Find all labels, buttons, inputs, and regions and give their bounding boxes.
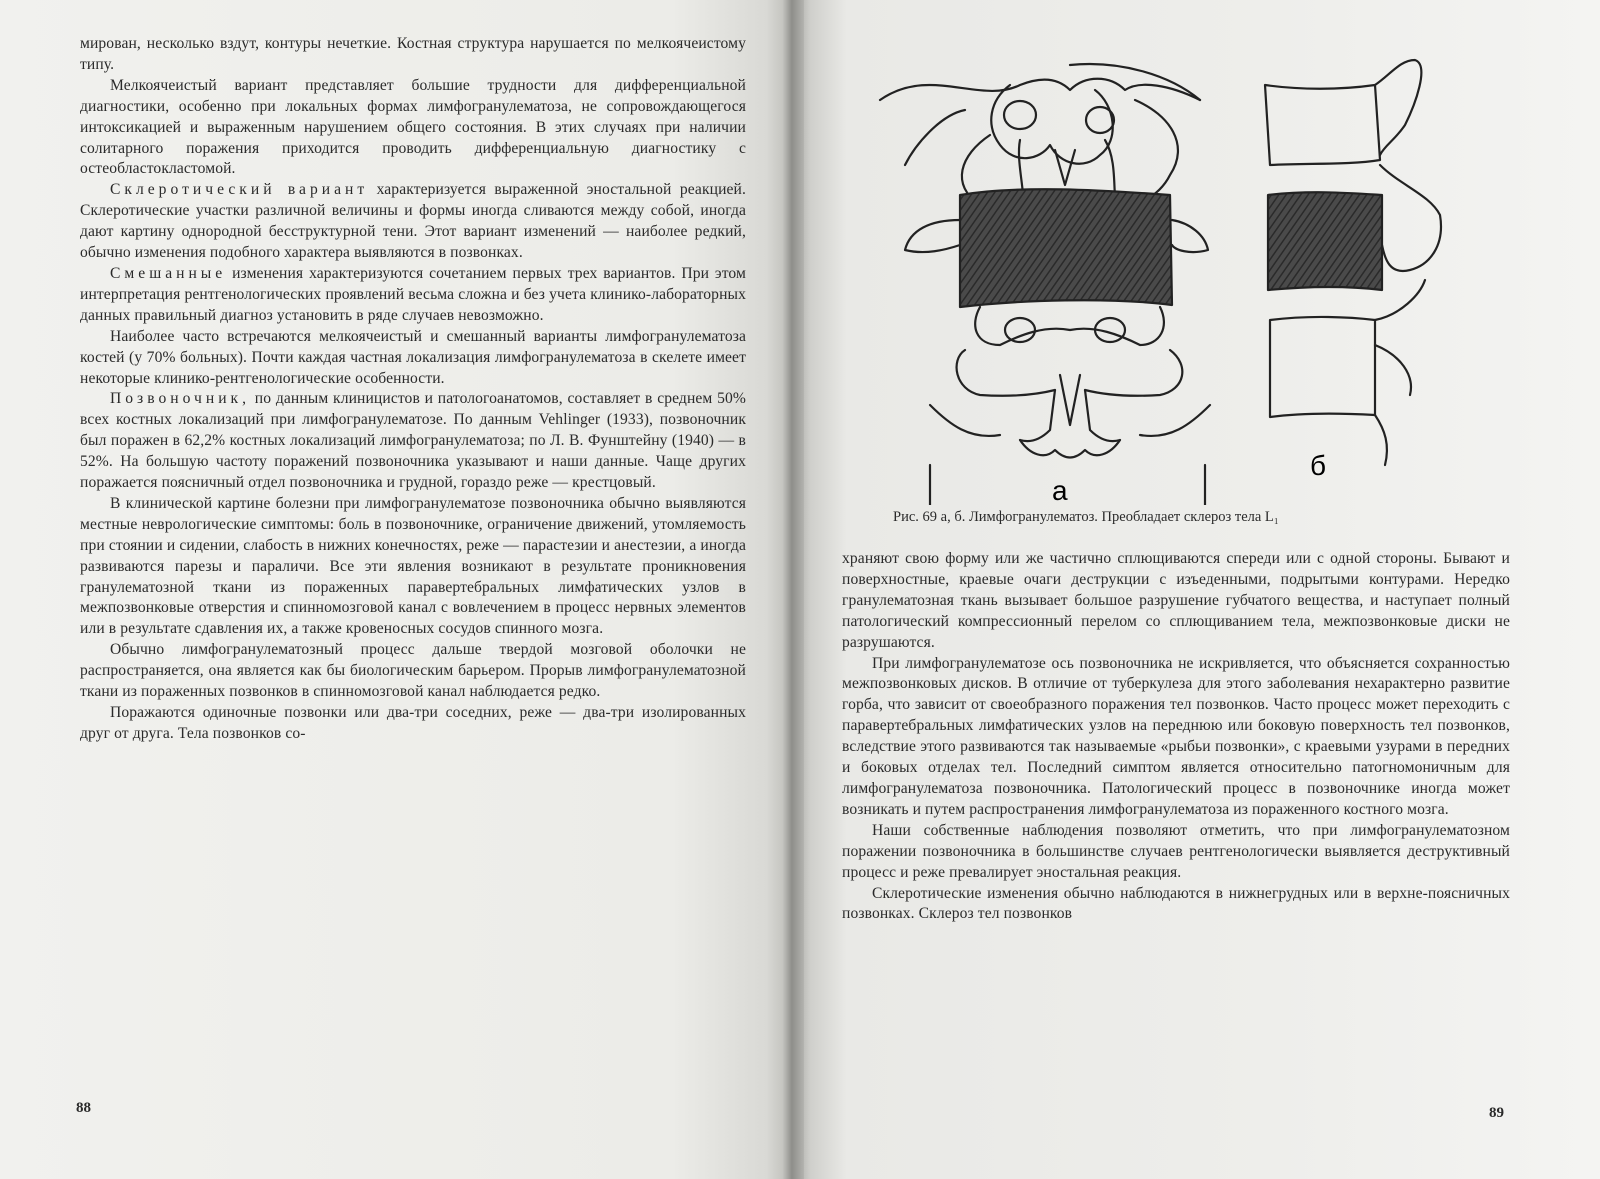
- paragraph-lead: Позвоночник,: [110, 390, 251, 408]
- book-spine: [782, 0, 804, 1179]
- page-number: 88: [76, 1100, 91, 1116]
- paragraph: [842, 549, 1510, 654]
- paragraph: [80, 640, 746, 703]
- figure-label-b: б: [1310, 450, 1327, 481]
- figure-b-drawing: [1265, 60, 1441, 465]
- paragraph: [842, 821, 1510, 884]
- paragraph: [80, 34, 746, 76]
- paragraph-text: храняют свою форму или же частично сплющиваются спереди или с одной стороны. Бывают и поверхностные, краевые очаги деструкции с изъеденными, подрытыми контурами. Нередко гранулематозная ткань вызывает большое разрушение губчатого вещества, и наступает полный патологический компрессионный перелом со сплющиванием тела, межпозвонковые диски не разрушаются.: [842, 550, 1510, 651]
- figure-a-drawing: [880, 64, 1210, 505]
- paragraph: [80, 76, 746, 181]
- paragraph: [80, 264, 746, 327]
- paragraph-lead: Смешанные: [110, 264, 227, 282]
- paragraph: [80, 180, 746, 264]
- left-text-column: [80, 34, 746, 745]
- paragraph-text: В клинической картине болезни при лимфогранулематозе позвоночника обычно выявляются местные неврологические симптомы: боль в позвоночнике, ограничение движений, утомляемость при стоянии и сидении, слабость в нижних конечностях, реже — парастезии и анестезии, а иногда развиваются парезы и параличи. Все эти явления возникают в результате проникновения гранулематозной ткани из пораженных паравертебральных лимфатических узлов в межпозвонковые отверстия и спинномозговой канал с вовлечением в процесс нервных элементов или в результате сдавления их, а также кровеносных сосудов спинного мозга.: [80, 494, 746, 638]
- paragraph-text: Склеротические изменения обычно наблюдаются в нижнегрудных или в верхне-поясничных позвонках. Склероз тел позвонков: [842, 884, 1510, 923]
- paragraph-text: Мелкоячеистый вариант представляет большие трудности для дифференциальной диагностики, особенно при локальных формах лимфогранулематоза, не сопровождающегося интоксикацией и выраженным нарушением общего состояния. В этих случаях при наличии солитарного поражения приходится проводить дифференциальную диагностику с остеобластокластомой.: [80, 76, 746, 178]
- left-page: [0, 0, 790, 1179]
- paragraph: [842, 884, 1510, 926]
- paragraph-text: характеризуется выраженной эностальной реакцией. Склеротические участки различной величины и формы иногда сливаются между собой, иногда дают картину однородной бесструктурной тени. Этот вариант изменений — наиболее редкий, обычно изменения подобного характера выявляются в позвонках.: [80, 181, 746, 262]
- figure-label-a: а: [1052, 475, 1068, 505]
- paragraph-text: изменения характеризуются сочетанием первых трех вариантов. При этом интерпретация рентгенологических проявлений весьма сложна и без учета клинико-лабораторных данных правильный диагноз установить в ряде случаев невозможно.: [80, 264, 746, 324]
- paragraph: [80, 389, 746, 494]
- paragraph-text: мирован, несколько вздут, контуры нечеткие. Костная структура нарушается по мелкоячеистому типу.: [80, 35, 746, 73]
- spine-figure: [870, 45, 1520, 505]
- figure-caption: Рис. 69 а, б. Лимфогранулематоз. Преобладает склероз тела L₁: [893, 509, 1279, 525]
- paragraph-text: Обычно лимфогранулематозный процесс дальше твердой мозговой оболочки не распространяется, она является как бы биологическим барьером. Прорыв лимфогранулематозной ткани из пораженных позвонков в спинномозговой канал наблюдается редко.: [80, 641, 746, 701]
- right-text-column: [842, 549, 1510, 925]
- paragraph: [80, 703, 746, 745]
- paragraph-text: Наши собственные наблюдения позволяют отметить, что при лимфогранулематозном поражении позвоночника в большинстве случаев рентгенологически выявляется деструктивный процесс и реже превалирует эностальная реакция.: [842, 821, 1510, 881]
- paragraph-lead: Склеротический вариант: [110, 181, 369, 199]
- paragraph-text: по данным клиницистов и патологоанатомов, составляет в среднем 50% всех костных локализаций при лимфогранулематозе. По данным Vehlinger (1933), позвоночник был поражен в 62,2% костных локализаций лимфогранулематоза; по Л. В. Фунштейну (1940) — в 52%. На большую частоту поражений позвоночника указывают и наши данные. Чаще других поражается поясничный отдел позвоночника и грудной, гораздо реже — крестцовый.: [80, 390, 746, 492]
- page-number: 89: [1489, 1105, 1504, 1121]
- paragraph-text: Наиболее часто встречаются мелкоячеистый и смешанный варианты лимфогранулематоза костей (у 70% больных). Почти каждая частная локализация лимфогранулематоза в скелете имеет некоторые клинико-рентгенологические особенности.: [80, 327, 746, 387]
- paragraph: [80, 327, 746, 390]
- paragraph-text: При лимфогранулематозе ось позвоночника не искривляется, что объясняется сохранностью межпозвонковых дисков. В отличие от туберкулеза для этого заболевания нехарактерно развитие горба, что зависит от своеобразного поражения тел позвонков. Часто процесс может переходить с паравертебральных лимфатических узлов на переднюю или боковую поверхность тел позвонков, вследствие этого развиваются так называемые «рыбьи позвонки», с краевыми узурами в передних и боковых отделах тел. Последний симптом является относительно патогномоничным для лимфогранулематоза позвоночника. Патологический процесс в позвоночнике иногда может возникать и путем распространения лимфогранулематоза из пораженного костного мозга.: [842, 654, 1510, 818]
- paragraph: [80, 494, 746, 640]
- paragraph: [842, 654, 1510, 821]
- paragraph-text: Поражаются одиночные позвонки или два-три соседних, реже — два-три изолированных друг от друга. Тела позвонков со-: [80, 704, 746, 742]
